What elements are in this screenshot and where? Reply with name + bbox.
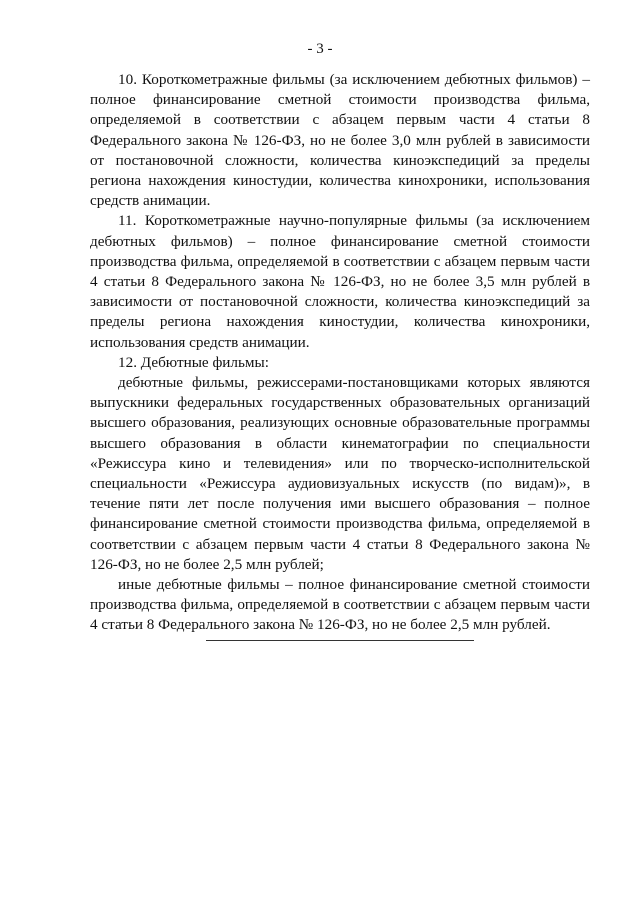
- end-divider-line: [206, 640, 474, 641]
- paragraph-11: 11. Короткометражные научно-популярные фильмы (за исключением дебютных фильмов) – полное финансирование сметной стоимости производства фильма, определяемой в соответствии с абзацем первым части 4 статьи 8 Федерального закона № 126-ФЗ, но не более 3,5 млн рублей в зависимости от постановочной сложности, количества киноэкспедиций за пределы региона нахождения киностудии, количества кинохроники, использования средств анимации.: [90, 212, 590, 351]
- document-body: [90, 70, 590, 636]
- paragraph-10: 10. Короткометражные фильмы (за исключением дебютных фильмов) – полное финансирование сметной стоимости производства фильма, определяемой в соответствии с абзацем первым части 4 статьи 8 Федерального закона № 126-ФЗ, но не более 3,0 млн рублей в зависимости от постановочной сложности, количества киноэкспедиций за пределы региона нахождения киностудии, количества кинохроники, использования средств анимации.: [90, 71, 590, 210]
- paragraph-12-heading: 12. Дебютные фильмы:: [118, 353, 269, 371]
- paragraph-12-other-debut: иные дебютные фильмы – полное финансирование сметной стоимости производства фильма, определяемой в соответствии с абзацем первым части 4 статьи 8 Федерального закона № 126-ФЗ, но не более 2,5 млн рублей.: [90, 576, 590, 634]
- paragraph-12-debut-graduates: дебютные фильмы, режиссерами-постановщиками которых являются выпускники федеральных государственных образовательных организаций высшего образования, реализующих основные образовательные программы высшего образования в области кинематографии по специальности «Режиссура кино и телевидения» или по творческо-исполнительской специальности «Режиссура аудиовизуальных искусств (по видам)», в течение пяти лет после получения ими высшего образования – полное финансирование сметной стоимости производства фильма, определяемой в соответствии с абзацем первым части 4 статьи 8 Федерального закона № 126-ФЗ, но не более 2,5 млн рублей;: [90, 374, 590, 573]
- page-number: - 3 -: [307, 41, 333, 57]
